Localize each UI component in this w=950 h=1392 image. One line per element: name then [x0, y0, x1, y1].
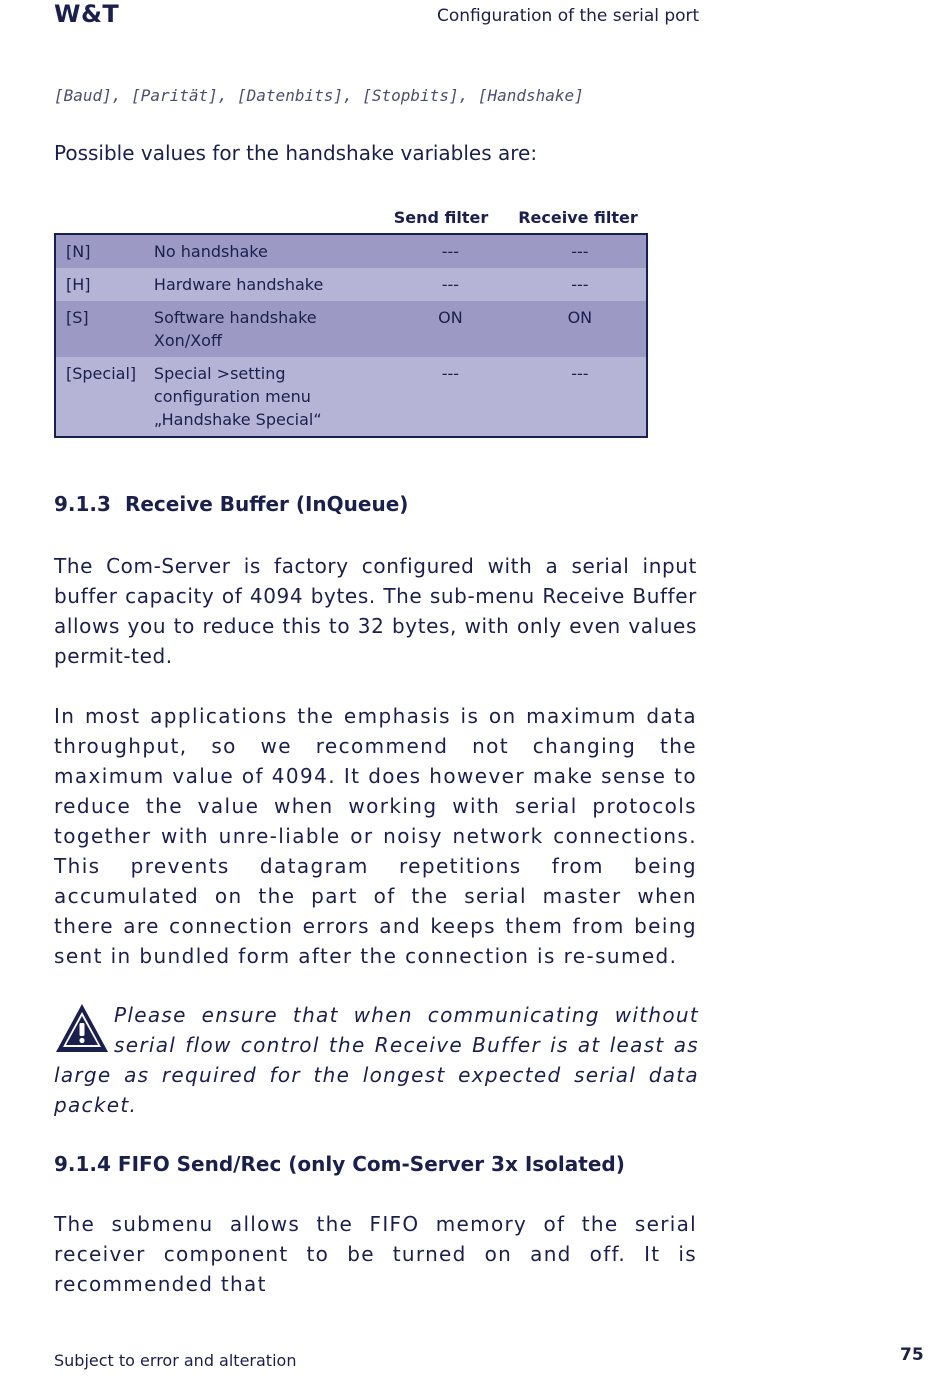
row-receive-filter: --- [512, 268, 647, 301]
table-row [55, 268, 647, 301]
row-send-filter: ON [387, 301, 512, 357]
row-receive-filter: --- [512, 357, 647, 437]
brand-logo: W&T [54, 0, 120, 28]
table-row [55, 357, 647, 437]
row-send-filter: --- [387, 268, 512, 301]
row-receive-filter: --- [512, 234, 647, 268]
section-heading-fifo [54, 1152, 625, 1176]
section-number: 9.1.4 [54, 1152, 111, 1176]
row-code: [S] [55, 301, 146, 357]
row-send-filter: --- [387, 357, 512, 437]
warning-note [54, 1000, 699, 1120]
syntax-line: [Baud], [Parität], [Datenbits], [Stopbits], [Handshake] [54, 86, 584, 105]
row-description: Hardware handshake [146, 268, 387, 301]
row-code: [N] [55, 234, 146, 268]
warning-triangle-icon [54, 1002, 110, 1054]
running-title: Configuration of the serial port [437, 6, 700, 26]
page-number: 75 [900, 1345, 924, 1365]
row-code: [H] [55, 268, 146, 301]
section-title: FIFO Send/Rec (only Com-Server 3x Isolated) [117, 1152, 625, 1176]
paragraph-buffer-capacity: The Com-Server is factory configured with a serial input buffer capacity of 4094 bytes. The sub-menu Receive Buffer allows you to reduce this to 32 bytes, with only even values permit-ted. [54, 554, 697, 668]
footer-note: Subject to error and alteration [54, 1351, 297, 1370]
section-title: Receive Buffer (InQueue) [124, 492, 409, 516]
row-receive-filter: ON [512, 301, 647, 357]
section-number: 9.1.3 [54, 492, 111, 516]
table-row [55, 301, 647, 357]
row-description: Special >setting configuration menu „Handshake Special“ [146, 357, 387, 437]
intro-text: Possible values for the handshake variables are: [54, 141, 538, 165]
table-row [55, 234, 647, 268]
column-header-send-filter: Send filter [393, 208, 489, 227]
column-header-receive-filter: Receive filter [518, 208, 638, 227]
row-description: Software handshake Xon/Xoff [146, 301, 387, 357]
handshake-table [54, 233, 648, 438]
paragraph-buffer-recommendation: In most applications the emphasis is on maximum data throughput, so we recommend not changing the maximum value of 4094. It does however make sense to reduce the value when working with serial protocols together with unre-liable or noisy network connections. This prevents datagram repetitions from being accumulated on the part of the serial master when there are connection errors and keeps them from being sent in bundled form after the connection is re-sumed. [54, 704, 697, 968]
row-code: [Special] [55, 357, 146, 437]
row-send-filter: --- [387, 234, 512, 268]
warning-text: Please ensure that when communicating without serial flow control the Receive Buffer is at least as large as required for the longest expected serial data packet. [54, 1003, 699, 1117]
section-heading-receive-buffer [54, 492, 408, 516]
paragraph-fifo: The submenu allows the FIFO memory of the serial receiver component to be turned on and off. It is recommended that [54, 1212, 697, 1296]
row-description: No handshake [146, 234, 387, 268]
